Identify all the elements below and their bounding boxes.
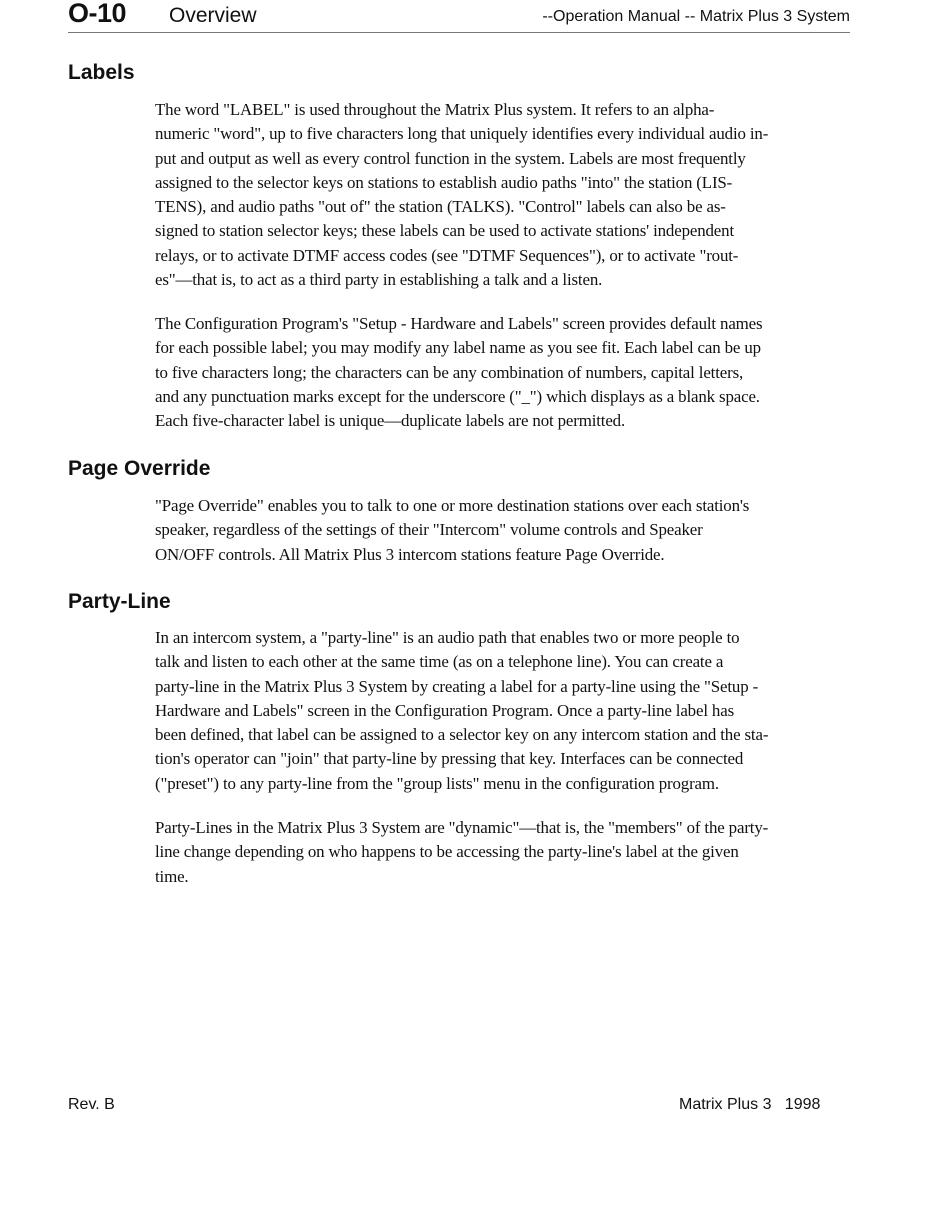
footer-revision: Rev. B [68, 1096, 115, 1113]
manual-title: --Operation Manual -- Matrix Plus 3 System [542, 8, 850, 25]
text-line: TENS), and audio paths "out of" the station (TALKS). "Control" labels can also be as- [155, 197, 726, 217]
page-override-paragraph [155, 494, 855, 567]
text-line: put and output as well as every control function in the system. Labels are most frequently [155, 148, 746, 168]
text-line: Party-Lines in the Matrix Plus 3 System are "dynamic"—that is, the "members" of the party- [155, 818, 769, 837]
text-line: for each possible label; you may modify any label name as you see fit. Each label can be up [155, 338, 761, 358]
text-line: been defined, that label can be assigned to a selector key on any intercom station and the sta- [155, 725, 769, 745]
text-line: ON/OFF controls. All Matrix Plus 3 intercom stations feature Page Override. [155, 544, 665, 564]
text-line: relays, or to activate DTMF access codes (see "DTMF Sequences"), or to activate "rout- [155, 245, 739, 265]
text-line: The Configuration Program's "Setup - Hardware and Labels" screen provides default names [155, 314, 763, 333]
footer-product-year: Matrix Plus 3 1998 [679, 1096, 821, 1113]
text-line: line change depending on who happens to be accessing the party-line's label at the given [155, 842, 739, 862]
text-line: signed to station selector keys; these labels can be used to activate stations' independent [155, 221, 734, 241]
text-line: ("preset") to any party-line from the "group lists" menu in the configuration program. [155, 773, 719, 793]
party-line-paragraph-1 [155, 626, 855, 796]
text-line: to five characters long; the characters can be any combination of numbers, capital letters, [155, 362, 744, 382]
section-heading-labels: Labels [68, 61, 135, 84]
section-name: Overview [169, 4, 257, 27]
text-line: speaker, regardless of the settings of their "Intercom" volume controls and Speaker [155, 520, 703, 540]
text-line: and any punctuation marks except for the underscore ("_") which displays as a blank space. [155, 386, 760, 406]
text-line: "Page Override" enables you to talk to one or more destination stations over each station's [155, 496, 750, 515]
text-line: Each five-character label is unique—duplicate labels are not permitted. [155, 411, 626, 431]
text-line: tion's operator can "join" that party-line by pressing that key. Interfaces can be connected [155, 749, 744, 769]
text-line: Hardware and Labels" screen in the Configuration Program. Once a party-line label has [155, 700, 734, 720]
text-line: numeric "word", up to five characters long that uniquely identifies every individual audio in- [155, 124, 769, 144]
page-number: O-10 [68, 0, 127, 28]
text-line: es"—that is, to act as a third party in establishing a talk and a listen. [155, 270, 603, 290]
text-line: In an intercom system, a "party-line" is an audio path that enables two or more people to [155, 628, 740, 647]
labels-paragraph-2 [155, 312, 855, 433]
section-heading-party-line: Party-Line [68, 590, 171, 613]
text-line: talk and listen to each other at the same time (as on a telephone line). You can create a [155, 652, 724, 672]
text-line: time. [155, 866, 189, 886]
text-line: party-line in the Matrix Plus 3 System by creating a label for a party-line using the "Setup - [155, 676, 759, 696]
labels-paragraph-1 [155, 98, 855, 292]
section-heading-page-override: Page Override [68, 457, 211, 480]
page-header [68, 0, 850, 33]
text-line: The word "LABEL" is used throughout the Matrix Plus system. It refers to an alpha- [155, 100, 715, 119]
text-line: assigned to the selector keys on stations to establish audio paths "into" the station (LIS- [155, 172, 733, 192]
party-line-paragraph-2 [155, 816, 855, 889]
